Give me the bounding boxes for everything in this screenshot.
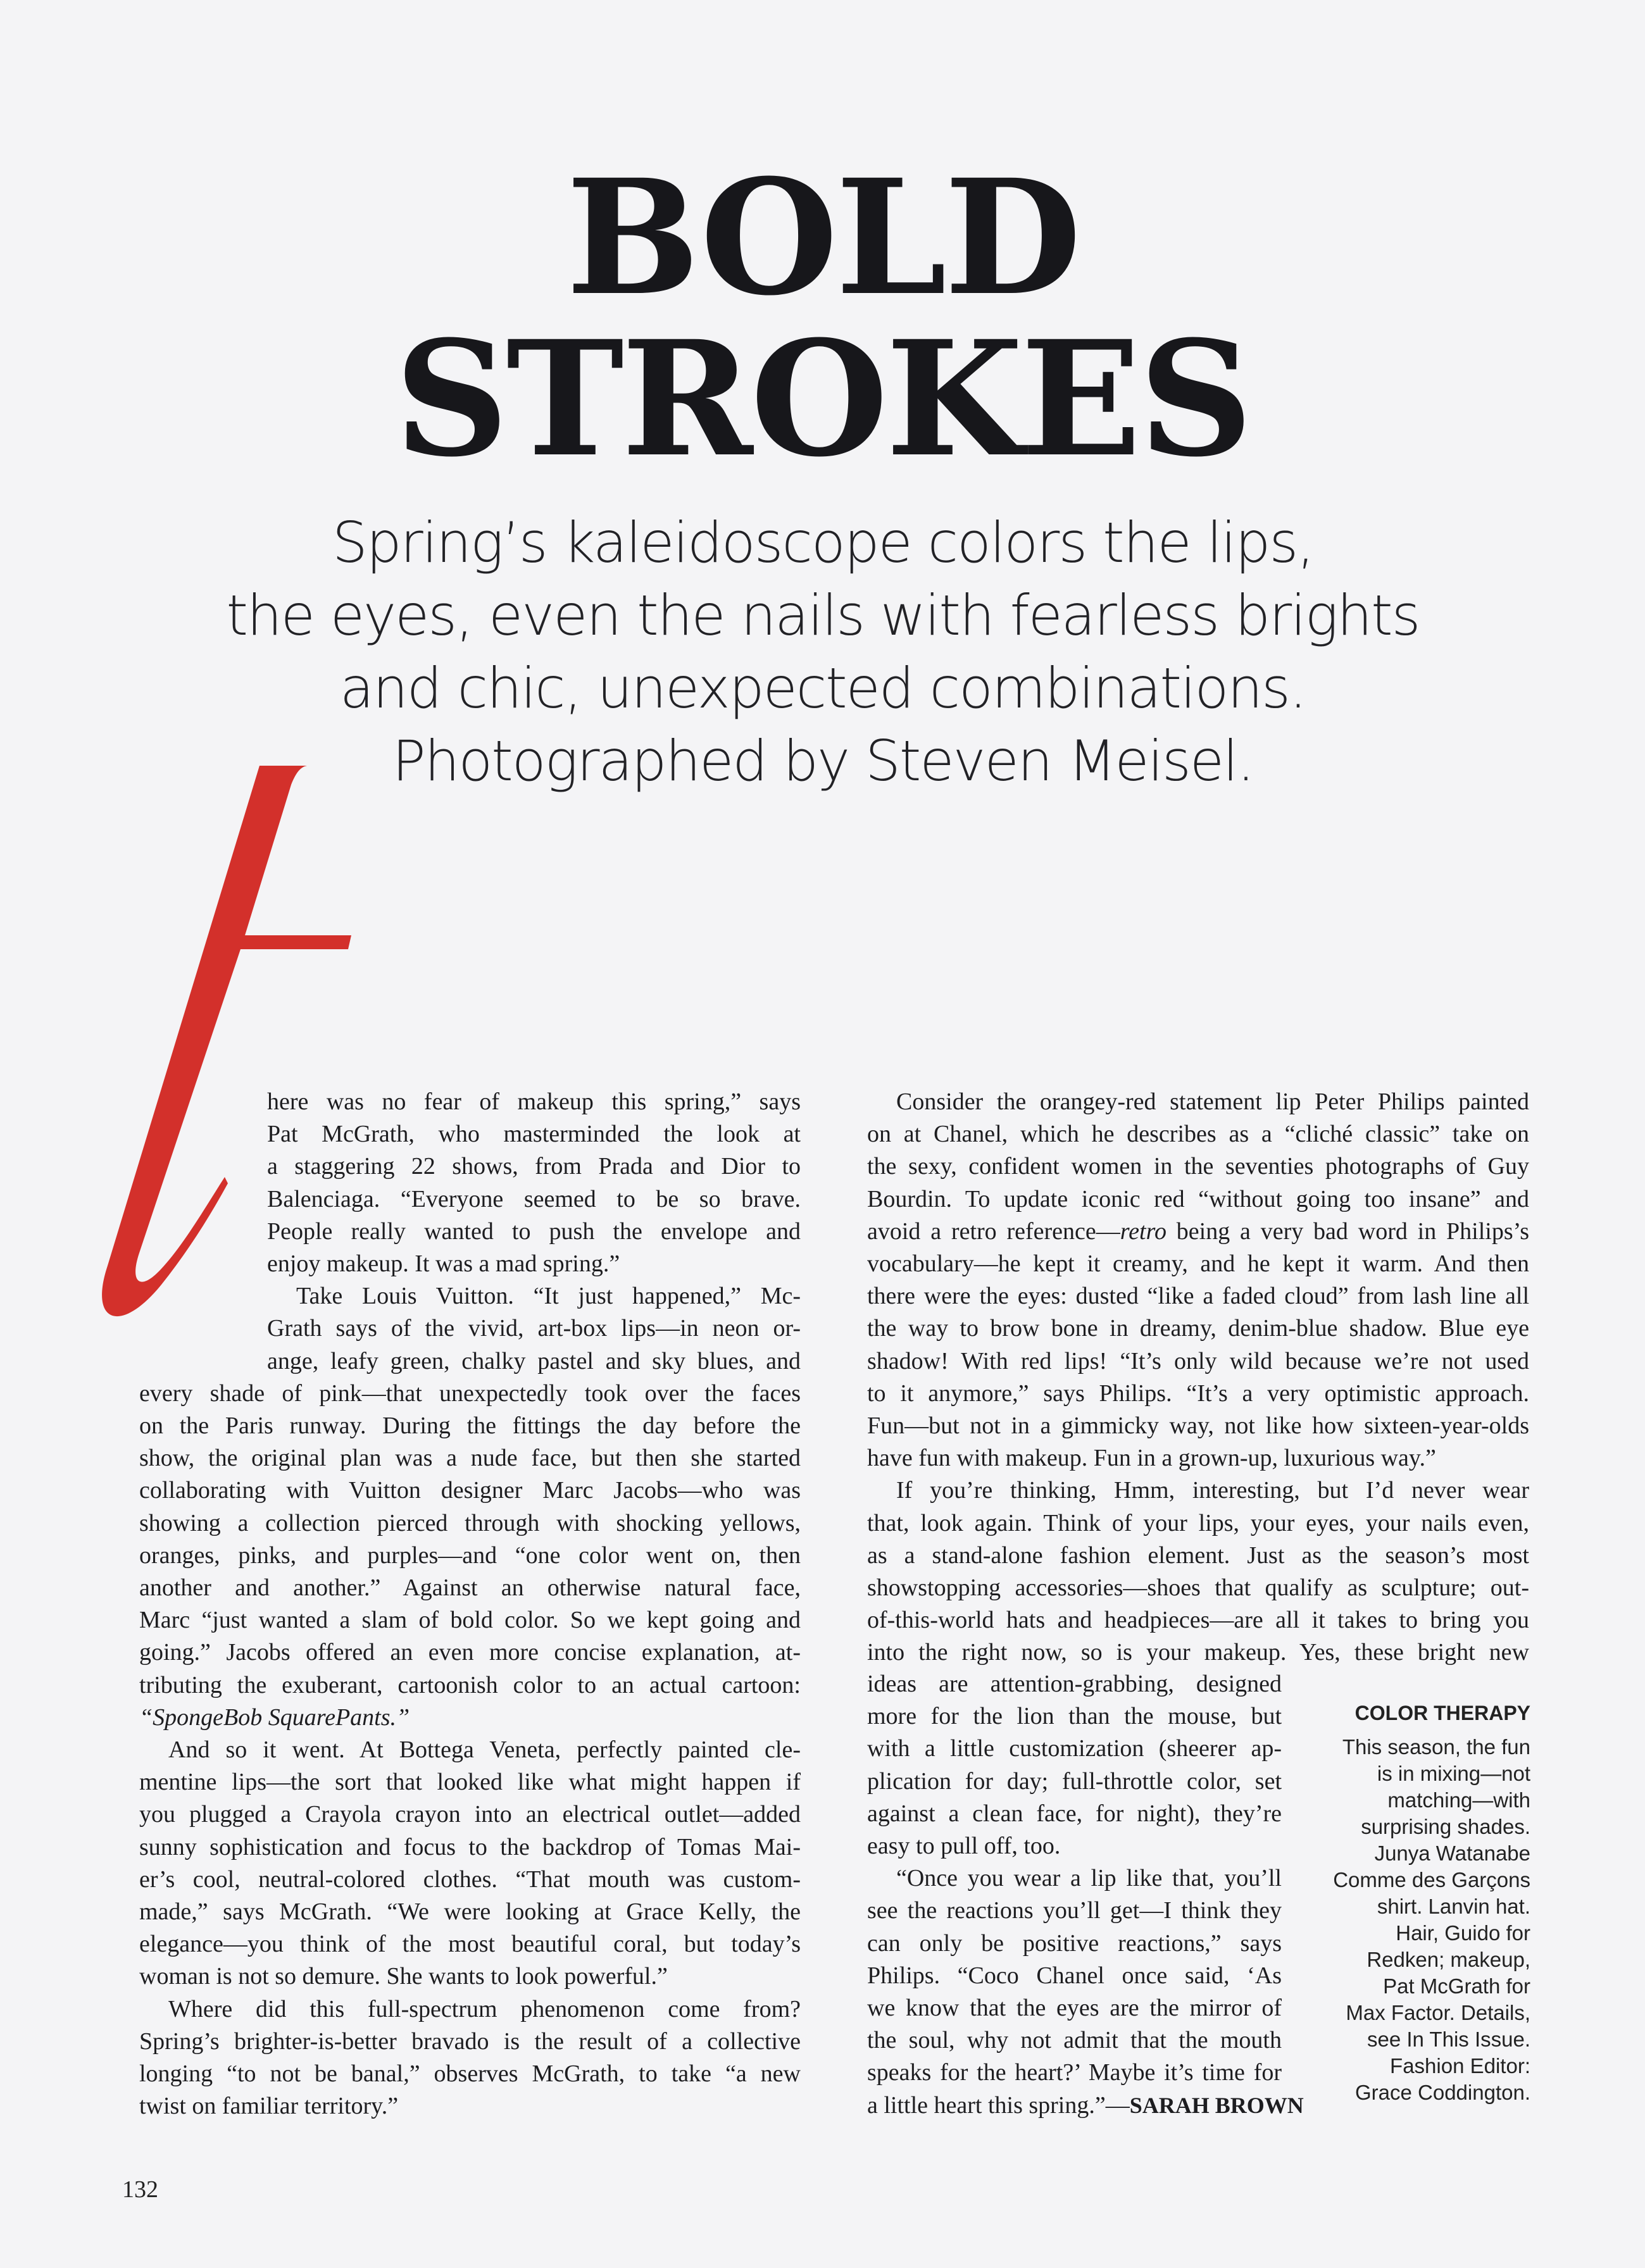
emphasis: retro <box>1120 1218 1167 1245</box>
caption-heading: COLOR THERAPY <box>1354 1702 1530 1724</box>
body-line: enjoy makeup. It was a mad spring.” <box>267 1250 620 1278</box>
body-column-2-continued <box>867 1668 1304 2122</box>
body-line: shadow! With red lips! “It’s only wild because we’re not used <box>867 1347 1529 1374</box>
body-line: on the Paris runway. During the fittings the day before the <box>139 1412 801 1440</box>
byline: SARAH BROWN <box>1129 2092 1304 2118</box>
body-line: tributing the exuberant, cartoonish color to an actual cartoon: <box>139 1671 801 1698</box>
dek-line: Photographed by Steven Meisel. <box>392 728 1254 794</box>
photo-caption <box>1298 1700 1530 2106</box>
body-line: er’s cool, neutral-colored clothes. “That mouth was custom- <box>139 1866 801 1893</box>
body-line: you plugged a Crayola crayon into an electrical outlet—added <box>139 1801 801 1828</box>
body-line: twist on familiar territory.” <box>139 2093 399 2120</box>
body-column-2 <box>867 1086 1529 1669</box>
caption-line: surprising shades. <box>1361 1815 1530 1838</box>
body-line: If you’re thinking, Hmm, interesting, but I’d never wear <box>896 1477 1529 1504</box>
body-line: sunny sophistication and focus to the backdrop of Tomas Mai- <box>139 1833 801 1860</box>
body-line: have fun with makeup. Fun in a grown-up, luxurious way.” <box>867 1445 1436 1472</box>
body-line: vocabulary—he kept it creamy, and he kept it warm. And then <box>867 1250 1529 1278</box>
dek-line: the eyes, even the nails with fearless brights <box>226 583 1420 648</box>
body-line: show, the original plan was a nude face, but then she started <box>139 1445 801 1472</box>
body-line: another and another.” Against an otherwise natural face, <box>139 1574 801 1602</box>
body-line: Bourdin. To update iconic red “without going too insane” and <box>867 1185 1529 1212</box>
body-line-final <box>867 2090 1304 2122</box>
body-line: Take Louis Vuitton. “It just happened,” Mc- <box>296 1283 801 1310</box>
body-line: can only be positive reactions,” says <box>867 1929 1282 1957</box>
headline-line-2: STROKES <box>394 306 1251 492</box>
body-line: to it anymore,” says Philips. “It’s a very optimistic approach. <box>867 1380 1529 1407</box>
body-line: see the reactions you’ll get—I think they <box>867 1897 1282 1924</box>
body-line: into the right now, so is your makeup. Yes, these bright new <box>867 1639 1529 1666</box>
caption-line: Junya Watanabe <box>1374 1841 1530 1865</box>
body-line: “SpongeBob SquarePants.” <box>139 1704 410 1731</box>
body-line: Balenciaga. “Everyone seemed to be so brave. <box>267 1185 801 1212</box>
caption-line: This season, the fun <box>1342 1735 1530 1759</box>
caption-line: Fashion Editor: <box>1390 2054 1530 2078</box>
caption-line: Max Factor. Details, <box>1346 2001 1530 2024</box>
body-line: there were the eyes: dusted “like a faded cloud” from lash line all <box>867 1283 1529 1310</box>
body-line: longing “to not be banal,” observes McGrath, to take “a new <box>139 2060 801 2088</box>
body-line: Grath says of the vivid, art-box lips—in neon or- <box>267 1315 801 1342</box>
caption-line: Comme des Garçons <box>1333 1868 1530 1891</box>
caption-line: Hair, Guido for <box>1396 1921 1530 1945</box>
page-number: 132 <box>122 2176 158 2203</box>
body-line: a staggering 22 shows, from Prada and Dior to <box>267 1153 801 1180</box>
body-line: plication for day; full-throttle color, set <box>867 1767 1282 1795</box>
body-line: collaborating with Vuitton designer Marc Jacobs—who was <box>139 1477 801 1504</box>
body-line: here was no fear of makeup this spring,” says <box>267 1088 801 1115</box>
body-line: as a stand-alone fashion element. Just as the season’s most <box>867 1542 1529 1569</box>
body-line: showstopping accessories—shoes that qualify as sculpture; out- <box>867 1574 1529 1602</box>
body-line: showing a collection pierced through with shocking yellows, <box>139 1509 801 1536</box>
body-line: Consider the orangey-red statement lip Peter Philips painted <box>896 1088 1529 1115</box>
body-line: we know that the eyes are the mirror of <box>867 1995 1282 2022</box>
body-line: of-this-world hats and headpieces—are all it takes to bring you <box>867 1607 1529 1634</box>
body-line: “Once you wear a lip like that, you’ll <box>896 1865 1282 1892</box>
body-line: ange, leafy green, chalky pastel and sky blues, and <box>267 1347 801 1374</box>
body-line: Marc “just wanted a slam of bold color. So we kept going and <box>139 1607 801 1634</box>
dek-line: Spring’s kaleidoscope colors the lips, <box>332 510 1314 575</box>
final-line-text: a little heart this spring.”— <box>867 2091 1130 2119</box>
caption-line: is in mixing—not <box>1377 1762 1530 1785</box>
body-line: And so it went. At Bottega Veneta, perfectly painted cle- <box>168 1736 801 1764</box>
body-line: made,” says McGrath. “We were looking at Grace Kelly, the <box>139 1898 801 1926</box>
caption-line: Redken; makeup, <box>1367 1948 1530 1971</box>
body-line: oranges, pinks, and purples—and “one color went on, then <box>139 1542 801 1569</box>
body-line: against a clean face, for night), they’re <box>867 1800 1282 1827</box>
caption-line: matching—with <box>1387 1788 1530 1812</box>
body-line: more for the lion than the mouse, but <box>867 1703 1282 1730</box>
body-column-1 <box>139 1086 801 2123</box>
caption-line: Grace Coddington. <box>1354 2081 1530 2104</box>
dek-line: and chic, unexpected combinations. <box>340 656 1306 721</box>
dek <box>190 506 1456 797</box>
body-line: woman is not so demure. She wants to look powerful.” <box>139 1963 668 1990</box>
body-line: Fun—but not in a gimmicky way, not like how sixteen-year-olds <box>867 1412 1529 1440</box>
body-line: the sexy, confident women in the seventies photographs of Guy <box>867 1153 1529 1180</box>
body-line: speaks for the heart?’ Maybe it’s time for <box>867 2059 1282 2086</box>
body-line: with a little customization (sheerer ap- <box>867 1735 1282 1762</box>
body-line: Pat McGrath, who masterminded the look at <box>267 1121 801 1148</box>
body-line: easy to pull off, too. <box>867 1833 1061 1860</box>
body-line: avoid a retro reference—retro being a very bad word in Philips’s <box>867 1218 1529 1245</box>
body-line: that, look again. Think of your lips, your eyes, your nails even, <box>867 1509 1529 1536</box>
body-line: on at Chanel, which he describes as a “cliché classic” take on <box>867 1121 1529 1148</box>
caption-line: Pat McGrath for <box>1383 1974 1530 1998</box>
body-line: the way to brow bone in dreamy, denim-blue shadow. Blue eye <box>867 1315 1529 1342</box>
body-line: Philips. “Coco Chanel once said, ‘As <box>867 1962 1282 1989</box>
body-line: elegance—you think of the most beautiful coral, but today’s <box>139 1931 801 1958</box>
body-line: Where did this full-spectrum phenomenon come from? <box>168 1995 801 2022</box>
caption-line: see In This Issue. <box>1367 2028 1530 2051</box>
body-line: Spring’s brighter-is-better bravado is the result of a collective <box>139 2028 801 2055</box>
body-line: ideas are attention-grabbing, designed <box>867 1671 1282 1697</box>
headline-line-1: BOLD <box>566 144 1079 330</box>
body-line: going.” Jacobs offered an even more concise explanation, at- <box>139 1639 801 1666</box>
body-line: every shade of pink—that unexpectedly took over the faces <box>139 1380 801 1407</box>
body-line: People really wanted to push the envelope and <box>267 1218 801 1245</box>
caption-line: shirt. Lanvin hat. <box>1377 1895 1530 1918</box>
body-line: mentine lips—the sort that looked like what might happen if <box>139 1769 801 1796</box>
body-line: the soul, why not admit that the mouth <box>867 2027 1282 2054</box>
